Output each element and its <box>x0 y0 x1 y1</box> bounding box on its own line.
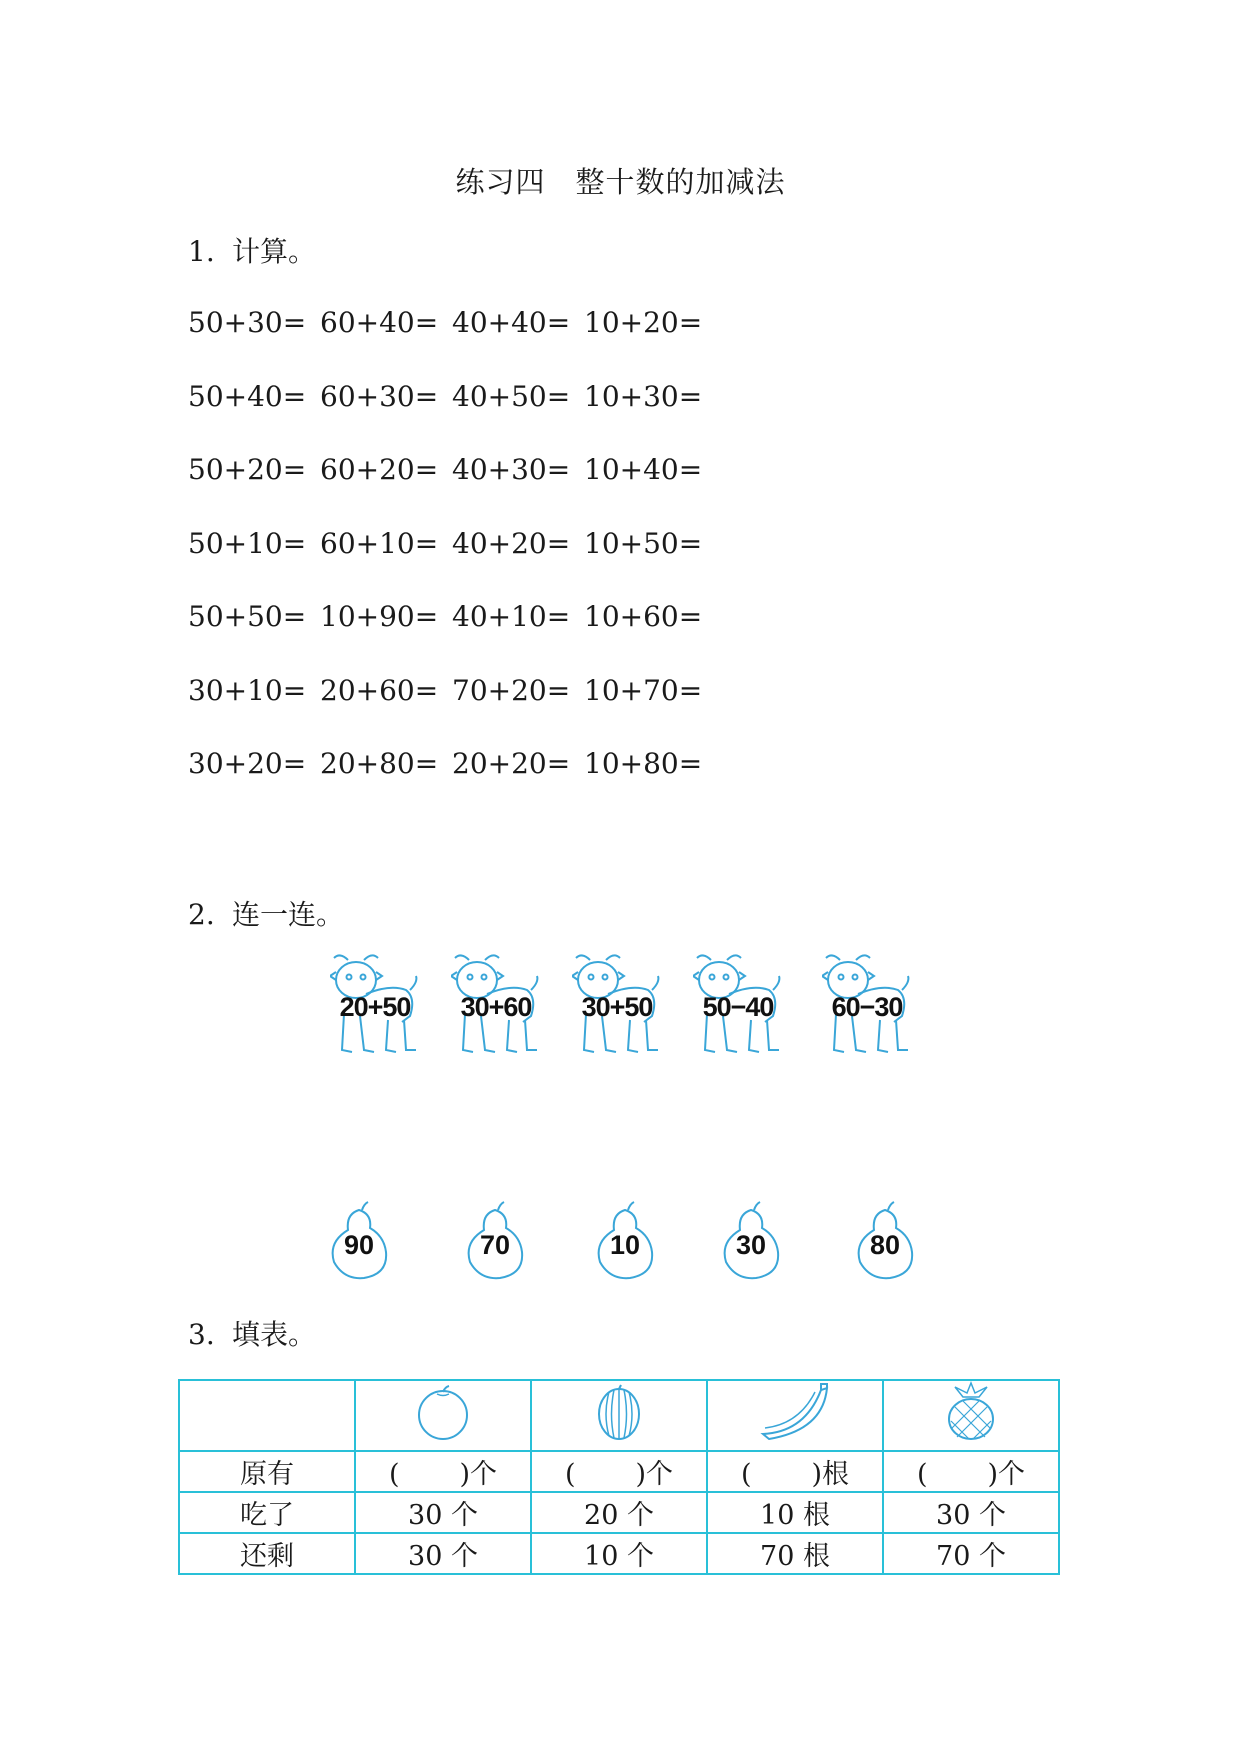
calc-expression: 40+50= <box>452 379 571 413</box>
goat-card <box>572 950 662 1060</box>
calc-expression: 40+30= <box>452 453 571 486</box>
calc-expression: 50+40= <box>188 379 307 413</box>
calc-expression: 20+60= <box>320 673 439 707</box>
open-paren: ( <box>564 1459 576 1490</box>
row-label: 吃了 <box>179 1492 355 1533</box>
calc-expression: 70+20= <box>452 673 571 707</box>
watermelon-cell <box>531 1380 707 1451</box>
calc-row <box>188 747 716 821</box>
calc-expression: 10+30= <box>584 379 703 413</box>
calc-row <box>188 306 716 380</box>
section-number: 3. <box>188 1318 215 1351</box>
calc-expression: 60+20= <box>320 453 439 486</box>
calc-row <box>188 527 716 601</box>
row-label: 原有 <box>179 1451 355 1492</box>
calc-expression: 50+20= <box>188 453 307 486</box>
apple-icon <box>413 1383 473 1441</box>
calc-expression: 50+30= <box>188 306 307 339</box>
goat-expression: 20+50 <box>339 992 411 1022</box>
unit: 根 <box>822 1459 850 1490</box>
title-part2: 整十数的加减法 <box>575 165 786 199</box>
unit: 个 <box>998 1459 1026 1490</box>
blank-cell <box>531 1451 707 1492</box>
section-number: 1. <box>188 235 215 268</box>
unit: 个 <box>646 1459 674 1490</box>
calc-expression: 10+50= <box>584 526 703 560</box>
section-label: 填表。 <box>232 1318 317 1351</box>
open-paren: ( <box>916 1459 928 1490</box>
value-cell: 30 个 <box>355 1492 531 1533</box>
table-corner-cell <box>179 1380 355 1451</box>
row-label: 还剩 <box>179 1533 355 1574</box>
pear-card <box>326 1200 392 1280</box>
pineapple-icon <box>941 1381 1001 1443</box>
calc-row <box>188 600 716 674</box>
goat-card <box>693 950 783 1060</box>
section-2-heading <box>188 893 344 933</box>
goat-expression: 30+50 <box>581 992 653 1022</box>
blank-cell <box>883 1451 1059 1492</box>
calc-expression: 60+30= <box>320 379 439 413</box>
section-number: 2. <box>188 898 215 931</box>
close-paren: ) <box>987 1459 999 1490</box>
section-3-heading <box>188 1313 316 1353</box>
calc-expression: 10+40= <box>584 453 703 486</box>
goat-card <box>451 950 541 1060</box>
goat-expression: 50−40 <box>702 992 774 1022</box>
value-cell: 70 个 <box>883 1533 1059 1574</box>
pear-value: 80 <box>869 1230 901 1260</box>
blank-cell <box>707 1451 883 1492</box>
table-row <box>179 1492 1059 1533</box>
pear-card <box>592 1200 658 1280</box>
goat-expression: 60−30 <box>831 992 903 1022</box>
close-paren: ) <box>811 1459 823 1490</box>
calc-expression: 40+40= <box>452 306 571 339</box>
calc-expression: 10+90= <box>320 600 439 633</box>
blank-cell <box>355 1451 531 1492</box>
calc-expression: 30+10= <box>188 673 307 707</box>
calc-expression: 10+70= <box>584 673 703 707</box>
goat-card <box>330 950 420 1060</box>
pear-value: 30 <box>735 1230 767 1260</box>
calc-expression: 60+40= <box>320 306 439 339</box>
section-label: 连一连。 <box>232 898 345 931</box>
pear-card <box>718 1200 784 1280</box>
table-icon-row <box>179 1380 1059 1451</box>
calc-expression: 10+20= <box>584 306 703 339</box>
goat-expression: 30+60 <box>460 992 532 1022</box>
calc-expression: 60+10= <box>320 526 439 560</box>
banana-cell <box>707 1380 883 1451</box>
value-cell: 10 根 <box>707 1492 883 1533</box>
pineapple-cell <box>883 1380 1059 1451</box>
table-row <box>179 1533 1059 1574</box>
pear-value: 70 <box>479 1230 511 1260</box>
title-part1: 练习四 <box>455 165 546 199</box>
calc-expression: 20+20= <box>452 747 571 780</box>
calc-expression: 10+60= <box>584 600 703 633</box>
watermelon-icon <box>594 1382 644 1442</box>
value-cell: 10 个 <box>531 1533 707 1574</box>
page-title <box>0 160 1241 201</box>
goat-card <box>822 950 912 1060</box>
open-paren: ( <box>740 1459 752 1490</box>
banana-icon <box>755 1382 835 1442</box>
table-row <box>179 1451 1059 1492</box>
pear-row <box>0 1200 1241 1280</box>
calc-expression: 10+80= <box>584 747 703 780</box>
pear-value: 10 <box>609 1230 641 1260</box>
calc-grid <box>188 306 716 821</box>
close-paren: ) <box>635 1459 647 1490</box>
calc-expression: 40+10= <box>452 600 571 633</box>
calc-expression: 50+10= <box>188 526 307 560</box>
calc-expression: 40+20= <box>452 526 571 560</box>
calc-row <box>188 380 716 454</box>
section-1-heading <box>188 230 316 270</box>
value-cell: 30 个 <box>355 1533 531 1574</box>
section-label: 计算。 <box>232 235 317 268</box>
value-cell: 70 根 <box>707 1533 883 1574</box>
animal-row <box>0 950 1241 1060</box>
close-paren: ) <box>459 1459 471 1490</box>
fill-table <box>178 1379 1060 1575</box>
apple-cell <box>355 1380 531 1451</box>
value-cell: 30 个 <box>883 1492 1059 1533</box>
pear-value: 90 <box>343 1230 375 1260</box>
calc-row <box>188 674 716 748</box>
calc-expression: 20+80= <box>320 747 439 780</box>
pear-card <box>852 1200 918 1280</box>
value-cell: 20 个 <box>531 1492 707 1533</box>
calc-expression: 30+20= <box>188 747 307 780</box>
pear-card <box>462 1200 528 1280</box>
calc-row <box>188 453 716 527</box>
calc-expression: 50+50= <box>188 600 307 633</box>
unit: 个 <box>470 1459 498 1490</box>
open-paren: ( <box>388 1459 400 1490</box>
